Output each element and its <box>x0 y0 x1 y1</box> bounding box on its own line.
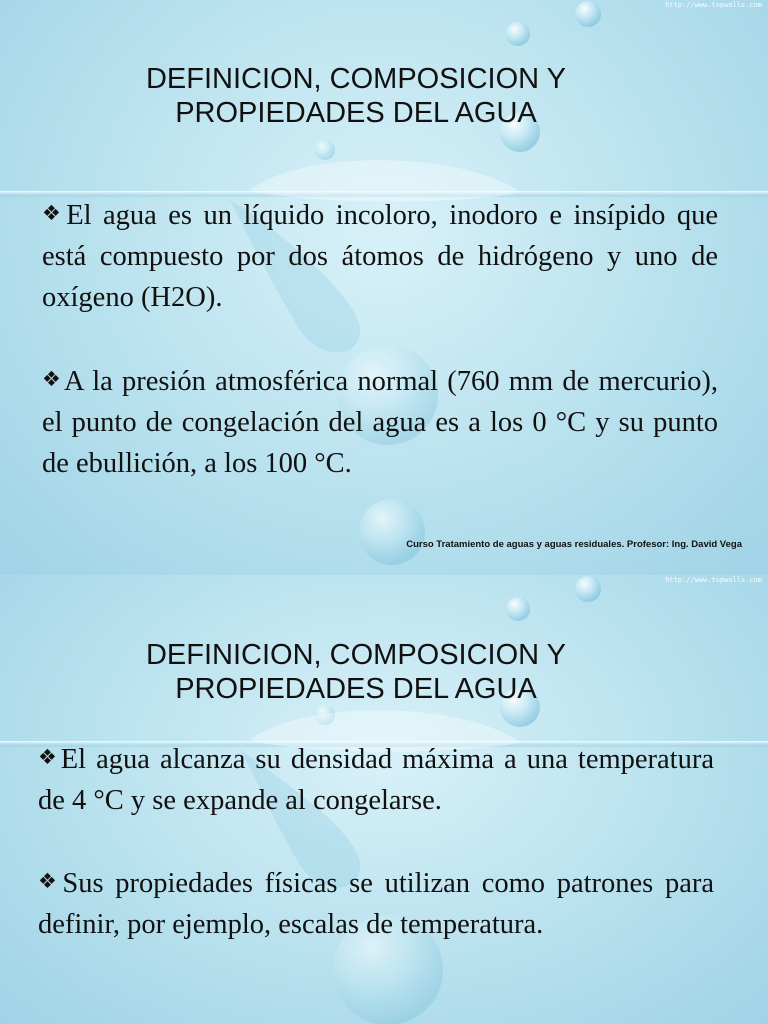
watermark-url: http://www.topwalls.com <box>665 576 762 584</box>
watermark-url: http://www.topwalls.com <box>665 1 762 9</box>
diamond-bullet-icon: ❖ <box>42 367 63 391</box>
diamond-bullet-icon: ❖ <box>38 869 62 893</box>
bullet-text: El agua alcanza su densidad máxima a una temperatura de 4 °C y se expande al congelarse. <box>38 744 714 816</box>
slide-title-line1: DEFINICION, COMPOSICION Y <box>145 63 566 95</box>
bullet-text: El agua es un líquido incoloro, inodoro e insípido que está compuesto por dos átomos de hidrógeno y uno de oxígeno (H2O). <box>42 200 719 313</box>
bullet-text: Sus propiedades físicas se utilizan como patrones para definir, por ejemplo, escalas de temperatura. <box>38 868 714 940</box>
slide-title-line2: PROPIEDADES DEL AGUA <box>175 97 537 129</box>
diamond-bullet-icon: ❖ <box>38 745 60 769</box>
bullet-item <box>38 737 714 821</box>
slide-title <box>0 638 712 706</box>
slide-title-line2: PROPIEDADES DEL AGUA <box>175 673 537 705</box>
bullet-list <box>42 193 718 484</box>
bullet-text: A la presión atmosférica normal (760 mm de mercurio), el punto de congelación del agua es a los 0 °C y su punto de ebullición, a los 100 °C. <box>42 366 719 479</box>
slide-title <box>0 62 712 130</box>
slide-2 <box>0 575 768 1024</box>
bullet-item <box>38 861 714 945</box>
diamond-bullet-icon: ❖ <box>42 201 66 225</box>
bullet-item <box>42 359 718 484</box>
bullet-item <box>42 193 718 318</box>
slide-title-line1: DEFINICION, COMPOSICION Y <box>145 639 566 671</box>
bullet-list <box>38 737 714 945</box>
slide-footer: Curso Tratamiento de aguas y aguas residuales. Profesor: Ing. David Vega <box>406 539 742 550</box>
